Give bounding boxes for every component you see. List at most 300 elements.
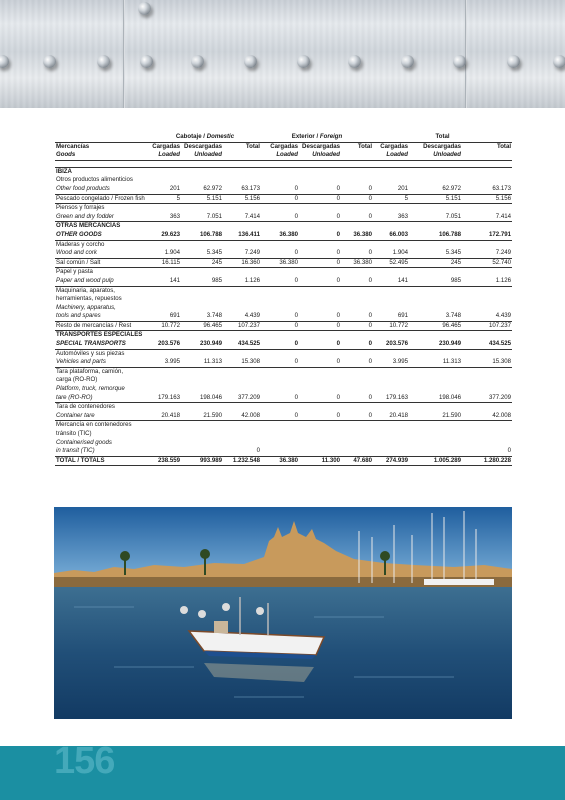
table-cell — [373, 286, 409, 295]
table-cell: 691 — [169, 312, 180, 320]
table-cell — [341, 439, 373, 448]
table-cell — [299, 349, 341, 358]
table-cell — [341, 268, 373, 277]
table-cell — [341, 430, 373, 439]
table-cell: 4.439 — [244, 312, 260, 320]
row-label: tránsito (TIC) — [56, 430, 92, 437]
table-cell — [299, 167, 341, 176]
table-cell — [373, 331, 409, 340]
table-cell: 0 — [507, 447, 512, 455]
table-cell — [299, 268, 341, 277]
table-cell — [223, 385, 261, 394]
table-cell: 5 — [149, 194, 181, 204]
table-cell — [462, 295, 512, 304]
metal-seam — [123, 0, 125, 108]
row-label: Otros productos alimenticios — [56, 176, 133, 184]
table-cell: 11.313 — [203, 358, 222, 366]
group-exterior-en: Foreign — [319, 133, 343, 140]
table-cell — [149, 439, 181, 448]
table-cell: 47.680 — [341, 456, 373, 466]
table-cell — [341, 286, 373, 295]
table-cell: 0 — [368, 249, 373, 257]
row-label: Mercancía en contenedores — [55, 421, 149, 430]
table-cell — [261, 286, 299, 295]
table-cell — [223, 295, 261, 304]
table-cell — [149, 176, 181, 185]
table-cell — [409, 304, 462, 313]
table-cell — [261, 295, 299, 304]
row-label: carga (RO-RO) — [56, 376, 98, 384]
table-cell: 42.008 — [492, 411, 512, 419]
column-header-row-en — [55, 151, 512, 160]
table-cell — [181, 439, 223, 448]
table-cell: 985 — [211, 276, 222, 284]
table-cell — [261, 204, 299, 213]
table-row — [55, 439, 512, 448]
table-cell — [341, 349, 373, 358]
row-label: herramientas, repuestos — [56, 295, 122, 303]
page-number: 156 — [54, 740, 115, 782]
table-row — [55, 376, 512, 385]
table-cell: 36.380 — [261, 258, 299, 268]
table-cell — [149, 268, 181, 277]
table-row — [55, 331, 512, 340]
table-cell — [181, 204, 223, 213]
table-cell: 7.414 — [495, 212, 512, 220]
table-cell — [149, 204, 181, 213]
table-cell: 363 — [169, 212, 180, 220]
table-cell — [409, 447, 462, 456]
row-label: Containerised goods — [56, 438, 112, 446]
table-cell: 3.748 — [445, 312, 462, 320]
table-cell — [373, 240, 409, 249]
table-cell: 141 — [169, 276, 180, 284]
table-row — [55, 367, 512, 376]
table-cell: 0 — [336, 276, 340, 284]
table-cell: 0 — [368, 358, 373, 366]
col-total: Total — [223, 142, 261, 151]
table-cell: 52.740 — [462, 258, 512, 268]
table-row — [55, 231, 512, 240]
group-cabotaje-es: Cabotaje — [175, 133, 202, 140]
table-cell — [261, 176, 299, 185]
table-cell — [341, 447, 373, 456]
row-label: Tara de contenedores — [55, 403, 149, 412]
table-cell: 62.972 — [442, 184, 462, 192]
table-cell — [223, 349, 261, 358]
table-cell: 7.051 — [445, 212, 462, 220]
table-cell — [223, 421, 261, 430]
table-row — [55, 213, 512, 222]
table-cell — [299, 421, 341, 430]
table-cell: 21.590 — [442, 411, 462, 419]
table-cell — [223, 430, 261, 439]
table-cell: 1.904 — [392, 249, 409, 257]
table-cell: 141 — [397, 276, 409, 284]
row-label: SPECIAL TRANSPORTS — [56, 340, 126, 348]
table-cell — [181, 421, 223, 430]
table-cell: 15.308 — [241, 358, 260, 366]
table-cell — [462, 204, 512, 213]
rivet-icon — [453, 55, 466, 68]
table-cell: 0 — [368, 212, 373, 220]
rivet-icon — [138, 2, 151, 15]
table-cell — [299, 367, 341, 376]
table-cell — [181, 286, 223, 295]
table-cell — [299, 240, 341, 249]
table-cell: 7.414 — [244, 212, 260, 220]
table-cell: 7.249 — [495, 249, 512, 257]
table-cell — [409, 240, 462, 249]
table-cell — [373, 447, 409, 456]
table-cell: 21.590 — [203, 411, 222, 419]
table-cell: 0 — [341, 194, 373, 204]
group-header-row — [55, 133, 512, 142]
table-cell — [409, 222, 462, 231]
table-cell — [181, 222, 223, 231]
col-loaded-es: Cargadas — [261, 142, 299, 151]
table-cell: 230.949 — [438, 340, 462, 348]
table-cell: 63.173 — [492, 184, 512, 192]
table-cell — [261, 430, 299, 439]
table-cell: 5.151 — [181, 194, 223, 204]
table-cell — [409, 268, 462, 277]
group-exterior: Exterior / Foreign — [291, 133, 343, 140]
table-cell: 106.788 — [438, 230, 462, 238]
rivet-icon — [0, 55, 9, 68]
table-row — [55, 447, 512, 456]
table-row — [55, 176, 512, 185]
table-cell: 0 — [294, 358, 298, 366]
table-cell — [299, 385, 341, 394]
table-cell: 36.380 — [353, 230, 373, 238]
table-cell — [181, 403, 223, 412]
table-cell — [261, 331, 299, 340]
table-cell — [299, 376, 341, 385]
table-cell — [223, 167, 261, 176]
table-cell — [462, 222, 512, 231]
table-row — [55, 277, 512, 286]
table-cell — [181, 331, 223, 340]
table-cell: 0 — [336, 312, 340, 320]
metal-seam — [465, 0, 467, 108]
table-cell — [409, 421, 462, 430]
table-cell — [462, 385, 512, 394]
table-cell — [462, 421, 512, 430]
table-cell: 36.380 — [341, 258, 373, 268]
table-cell: 238.559 — [149, 456, 181, 466]
table-cell: 10.772 — [373, 321, 409, 331]
table-cell: 0 — [294, 212, 298, 220]
table-cell: 3.995 — [164, 358, 180, 366]
table-cell: 179.163 — [385, 393, 409, 401]
table-cell — [299, 331, 341, 340]
table-cell: 0 — [368, 393, 373, 401]
col-goods-es: Mercancías — [55, 142, 149, 151]
table-cell — [149, 304, 181, 313]
row-label: OTRAS MERCANCÍAS — [55, 222, 149, 231]
table-cell — [181, 447, 223, 456]
rivet-icon — [553, 55, 565, 68]
table-cell: 377.209 — [237, 393, 260, 401]
table-cell — [462, 167, 512, 176]
row-label: Wood and cork — [56, 249, 97, 257]
table-cell: 0 — [299, 321, 341, 331]
table-cell — [261, 439, 299, 448]
table-cell — [373, 176, 409, 185]
table-cell: 179.163 — [157, 393, 180, 401]
table-cell — [223, 268, 261, 277]
table-row — [55, 394, 512, 403]
table-cell: 201 — [169, 184, 180, 192]
table-cell — [341, 222, 373, 231]
table-cell: 66.003 — [389, 230, 409, 238]
table-cell — [181, 304, 223, 313]
table-cell — [341, 167, 373, 176]
group-cabotaje-en: Domestic — [206, 133, 235, 140]
row-label: Platform, truck, remorque — [56, 385, 125, 393]
table-cell — [409, 367, 462, 376]
table-cell: 0 — [368, 340, 373, 348]
table-cell — [299, 430, 341, 439]
col-loaded-en: Loaded — [149, 151, 181, 160]
table-cell — [373, 204, 409, 213]
table-cell: 198.046 — [199, 393, 222, 401]
table-cell — [409, 439, 462, 448]
table-cell: 691 — [397, 312, 409, 320]
harbour-photo — [54, 507, 512, 719]
table-cell — [409, 286, 462, 295]
table-cell: 5 — [373, 194, 409, 204]
table-cell: 198.046 — [438, 393, 462, 401]
table-row — [55, 222, 512, 231]
table-cell: 1.126 — [495, 276, 512, 284]
col-loaded-es: Cargadas — [149, 142, 181, 151]
table-row — [55, 412, 512, 421]
table-cell — [223, 204, 261, 213]
table-cell — [373, 403, 409, 412]
table-cell — [223, 439, 261, 448]
col-unloaded-es: Descargadas — [299, 142, 341, 151]
table-cell — [223, 403, 261, 412]
table-cell: 96.465 — [409, 321, 462, 331]
table-cell — [462, 367, 512, 376]
table-cell — [462, 176, 512, 185]
table-cell: 0 — [299, 258, 341, 268]
table-cell — [341, 421, 373, 430]
table-cell: 0 — [368, 184, 373, 192]
table-cell — [462, 240, 512, 249]
table-cell: 4.439 — [495, 312, 512, 320]
table-cell: 363 — [397, 212, 409, 220]
table-row — [55, 194, 512, 204]
table-cell — [373, 295, 409, 304]
harbour-photo-svg — [54, 507, 512, 719]
group-exterior-es: Exterior — [291, 133, 315, 140]
table-cell — [261, 268, 299, 277]
row-label: Other food products — [56, 184, 110, 192]
row-label: Machinery, apparatus, — [56, 303, 116, 311]
table-cell: 29.623 — [161, 230, 180, 238]
table-cell: 0 — [336, 340, 340, 348]
table-cell — [261, 367, 299, 376]
table-cell — [341, 240, 373, 249]
rivet-icon — [140, 55, 153, 68]
table-cell — [462, 349, 512, 358]
table-row — [55, 430, 512, 439]
table-cell: 0 — [294, 411, 298, 419]
table-cell: 0 — [294, 340, 298, 348]
table-cell: 0 — [294, 184, 298, 192]
table-cell — [409, 176, 462, 185]
table-cell — [409, 204, 462, 213]
table-cell — [409, 385, 462, 394]
table-cell — [223, 176, 261, 185]
row-label: IBIZA — [55, 167, 149, 176]
table-cell: 434.525 — [237, 340, 260, 348]
table-cell — [149, 331, 181, 340]
table-cell — [462, 439, 512, 448]
table-row — [55, 403, 512, 412]
table-cell: 0 — [336, 358, 340, 366]
table-cell — [373, 421, 409, 430]
row-label: Tara plataforma, camión, — [55, 367, 149, 376]
table-row — [55, 321, 512, 331]
table-cell — [373, 222, 409, 231]
table-row — [55, 249, 512, 258]
table-cell: 0 — [336, 230, 340, 238]
table-row — [55, 340, 512, 349]
table-cell — [149, 403, 181, 412]
table-cell: 201 — [397, 184, 409, 192]
table-cell — [373, 268, 409, 277]
col-total: Total — [341, 142, 373, 151]
table-row — [55, 312, 512, 321]
row-label: Automóviles y sus piezas — [55, 349, 149, 358]
table-cell — [299, 176, 341, 185]
table-cell: 16.360 — [223, 258, 261, 268]
table-cell: 0 — [336, 212, 340, 220]
table-cell: 993.989 — [181, 456, 223, 466]
row-label: Pescado congelado / Frozen fish — [55, 194, 149, 204]
table-cell: 5.345 — [445, 249, 462, 257]
table-cell — [341, 204, 373, 213]
table-cell: 107.237 — [223, 321, 261, 331]
header-metal-image — [0, 0, 565, 108]
table-row — [55, 358, 512, 367]
row-label: Sal común / Salt — [55, 258, 149, 268]
col-loaded-en: Loaded — [373, 151, 409, 160]
table-cell — [261, 447, 299, 456]
table-row — [55, 385, 512, 394]
table-cell — [462, 376, 512, 385]
table-cell: 96.465 — [181, 321, 223, 331]
table-cell — [341, 367, 373, 376]
table-cell — [149, 349, 181, 358]
table-cell: 136.411 — [238, 230, 260, 238]
table-cell — [149, 385, 181, 394]
table-cell: 0 — [336, 184, 340, 192]
table-cell: 1.904 — [164, 249, 180, 257]
col-total: Total — [462, 142, 512, 151]
col-goods-en: Goods — [55, 151, 149, 160]
table-cell — [409, 349, 462, 358]
table-cell: 0 — [299, 194, 341, 204]
table-cell: 203.576 — [385, 340, 409, 348]
table-cell: 36.380 — [279, 230, 298, 238]
table-cell — [373, 167, 409, 176]
table-cell — [223, 240, 261, 249]
table-cell — [261, 222, 299, 231]
table-cell: 0 — [294, 276, 298, 284]
table-row — [55, 204, 512, 213]
table-cell — [462, 304, 512, 313]
table-cell: 1.280.228 — [462, 456, 512, 466]
table-cell: 0 — [336, 411, 340, 419]
table-cell — [261, 240, 299, 249]
table-cell — [181, 430, 223, 439]
table-cell: 377.209 — [489, 393, 512, 401]
table-cell: 11.313 — [442, 358, 462, 366]
table-cell — [299, 286, 341, 295]
table-cell: 63.173 — [241, 184, 260, 192]
table-cell: 15.308 — [492, 358, 512, 366]
table-cell: 7.051 — [206, 212, 222, 220]
table-cell: 0 — [294, 312, 298, 320]
rivet-icon — [297, 55, 310, 68]
table-cell: 274.939 — [373, 456, 409, 466]
table-cell: 3.995 — [392, 358, 409, 366]
table-cell — [373, 304, 409, 313]
table-cell — [181, 268, 223, 277]
table-cell: 0 — [294, 393, 298, 401]
table-cell — [409, 430, 462, 439]
row-label: Green and dry fodder — [56, 212, 114, 220]
table-cell: 245 — [181, 258, 223, 268]
table-cell: 106.788 — [199, 230, 222, 238]
col-unloaded-en: Unloaded — [409, 151, 462, 160]
table-row — [55, 295, 512, 304]
table-cell — [373, 367, 409, 376]
table-cell: 245 — [409, 258, 462, 268]
table-row — [55, 268, 512, 277]
table-cell — [149, 240, 181, 249]
table-cell — [181, 167, 223, 176]
table-row — [55, 349, 512, 358]
row-label: Paper and wood pulp — [56, 276, 114, 284]
table-cell: 107.237 — [462, 321, 512, 331]
table-cell: 0 — [256, 447, 260, 455]
table-row — [55, 167, 512, 176]
table-body — [55, 167, 512, 466]
table-cell: 0 — [341, 321, 373, 331]
group-total: Total — [435, 133, 450, 140]
table-cell — [462, 430, 512, 439]
table-cell: 5.151 — [409, 194, 462, 204]
table-cell — [409, 376, 462, 385]
table-cell — [223, 367, 261, 376]
table-row — [55, 258, 512, 268]
table-cell: 230.949 — [199, 340, 222, 348]
table-cell — [462, 403, 512, 412]
table-cell — [223, 286, 261, 295]
row-label: tare (RO-RO) — [56, 393, 93, 401]
table-cell: 5.345 — [206, 249, 222, 257]
table-cell — [149, 295, 181, 304]
table-cell — [341, 385, 373, 394]
table-cell — [223, 304, 261, 313]
col-loaded-en: Loaded — [261, 151, 299, 160]
